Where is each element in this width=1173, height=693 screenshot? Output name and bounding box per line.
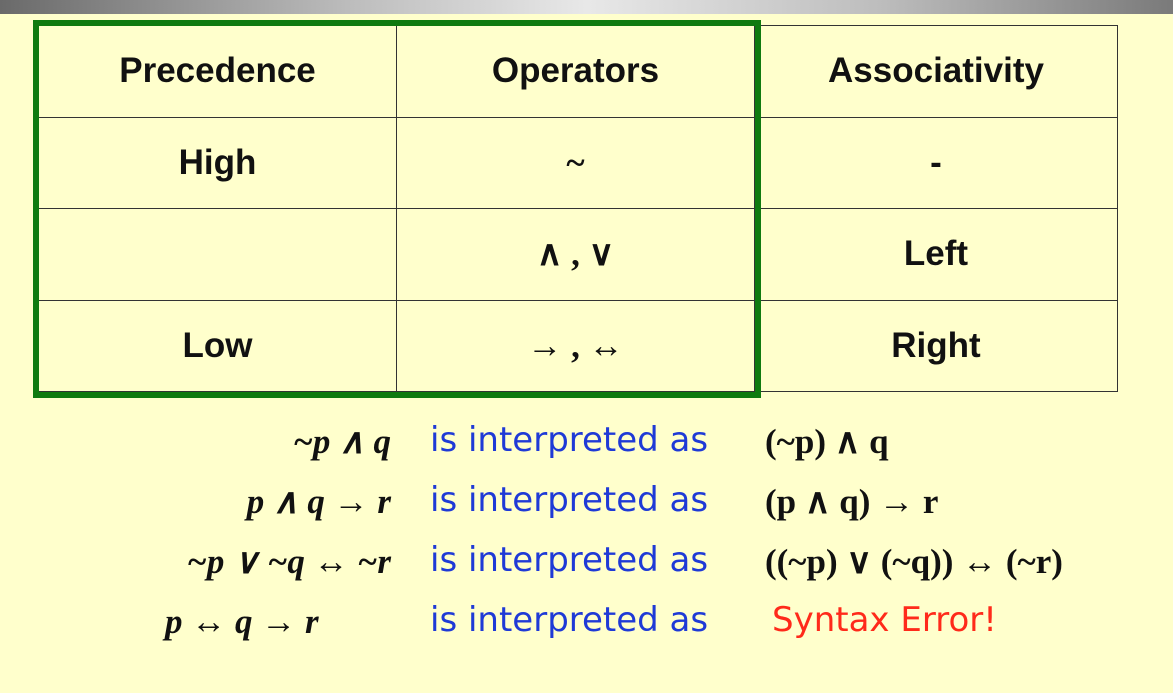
example-result: ((~p) ∨ (~q)) ↔ (~r) [765, 542, 1063, 581]
example-expression: p ↔ q → r [165, 602, 319, 641]
example-expression: p ∧ q → r [246, 482, 391, 521]
title-bar [0, 0, 1173, 14]
example-connector: is interpreted as [430, 540, 709, 580]
cell-precedence: Low [39, 300, 397, 392]
cell-precedence [39, 209, 397, 301]
example-expression: ~p ∧ q [292, 422, 391, 461]
table-header-row [39, 26, 1118, 118]
cell-operators: → , ↔ [397, 300, 755, 392]
example-connector: is interpreted as [430, 600, 709, 640]
cell-associativity: - [755, 117, 1118, 209]
example-connector: is interpreted as [430, 420, 709, 460]
example-row [0, 420, 1173, 476]
example-row [0, 540, 1173, 596]
table-row [39, 117, 1118, 209]
syntax-error-result: Syntax Error! [772, 600, 997, 640]
header-associativity: Associativity [755, 26, 1118, 118]
table-row [39, 209, 1118, 301]
cell-associativity: Right [755, 300, 1118, 392]
precedence-table [38, 25, 1118, 392]
example-connector: is interpreted as [430, 480, 709, 520]
table-row [39, 300, 1118, 392]
cell-operators: ~ [397, 117, 755, 209]
cell-operators: ∧ , ∨ [397, 209, 755, 301]
example-result: (p ∧ q) → r [765, 482, 939, 521]
example-result: (~p) ∧ q [765, 422, 889, 461]
header-precedence: Precedence [39, 26, 397, 118]
example-row [0, 480, 1173, 536]
example-expression: ~p ∨ ~q ↔ ~r [186, 542, 391, 581]
header-operators: Operators [397, 26, 755, 118]
cell-precedence: High [39, 117, 397, 209]
example-row [0, 600, 1173, 656]
cell-associativity: Left [755, 209, 1118, 301]
